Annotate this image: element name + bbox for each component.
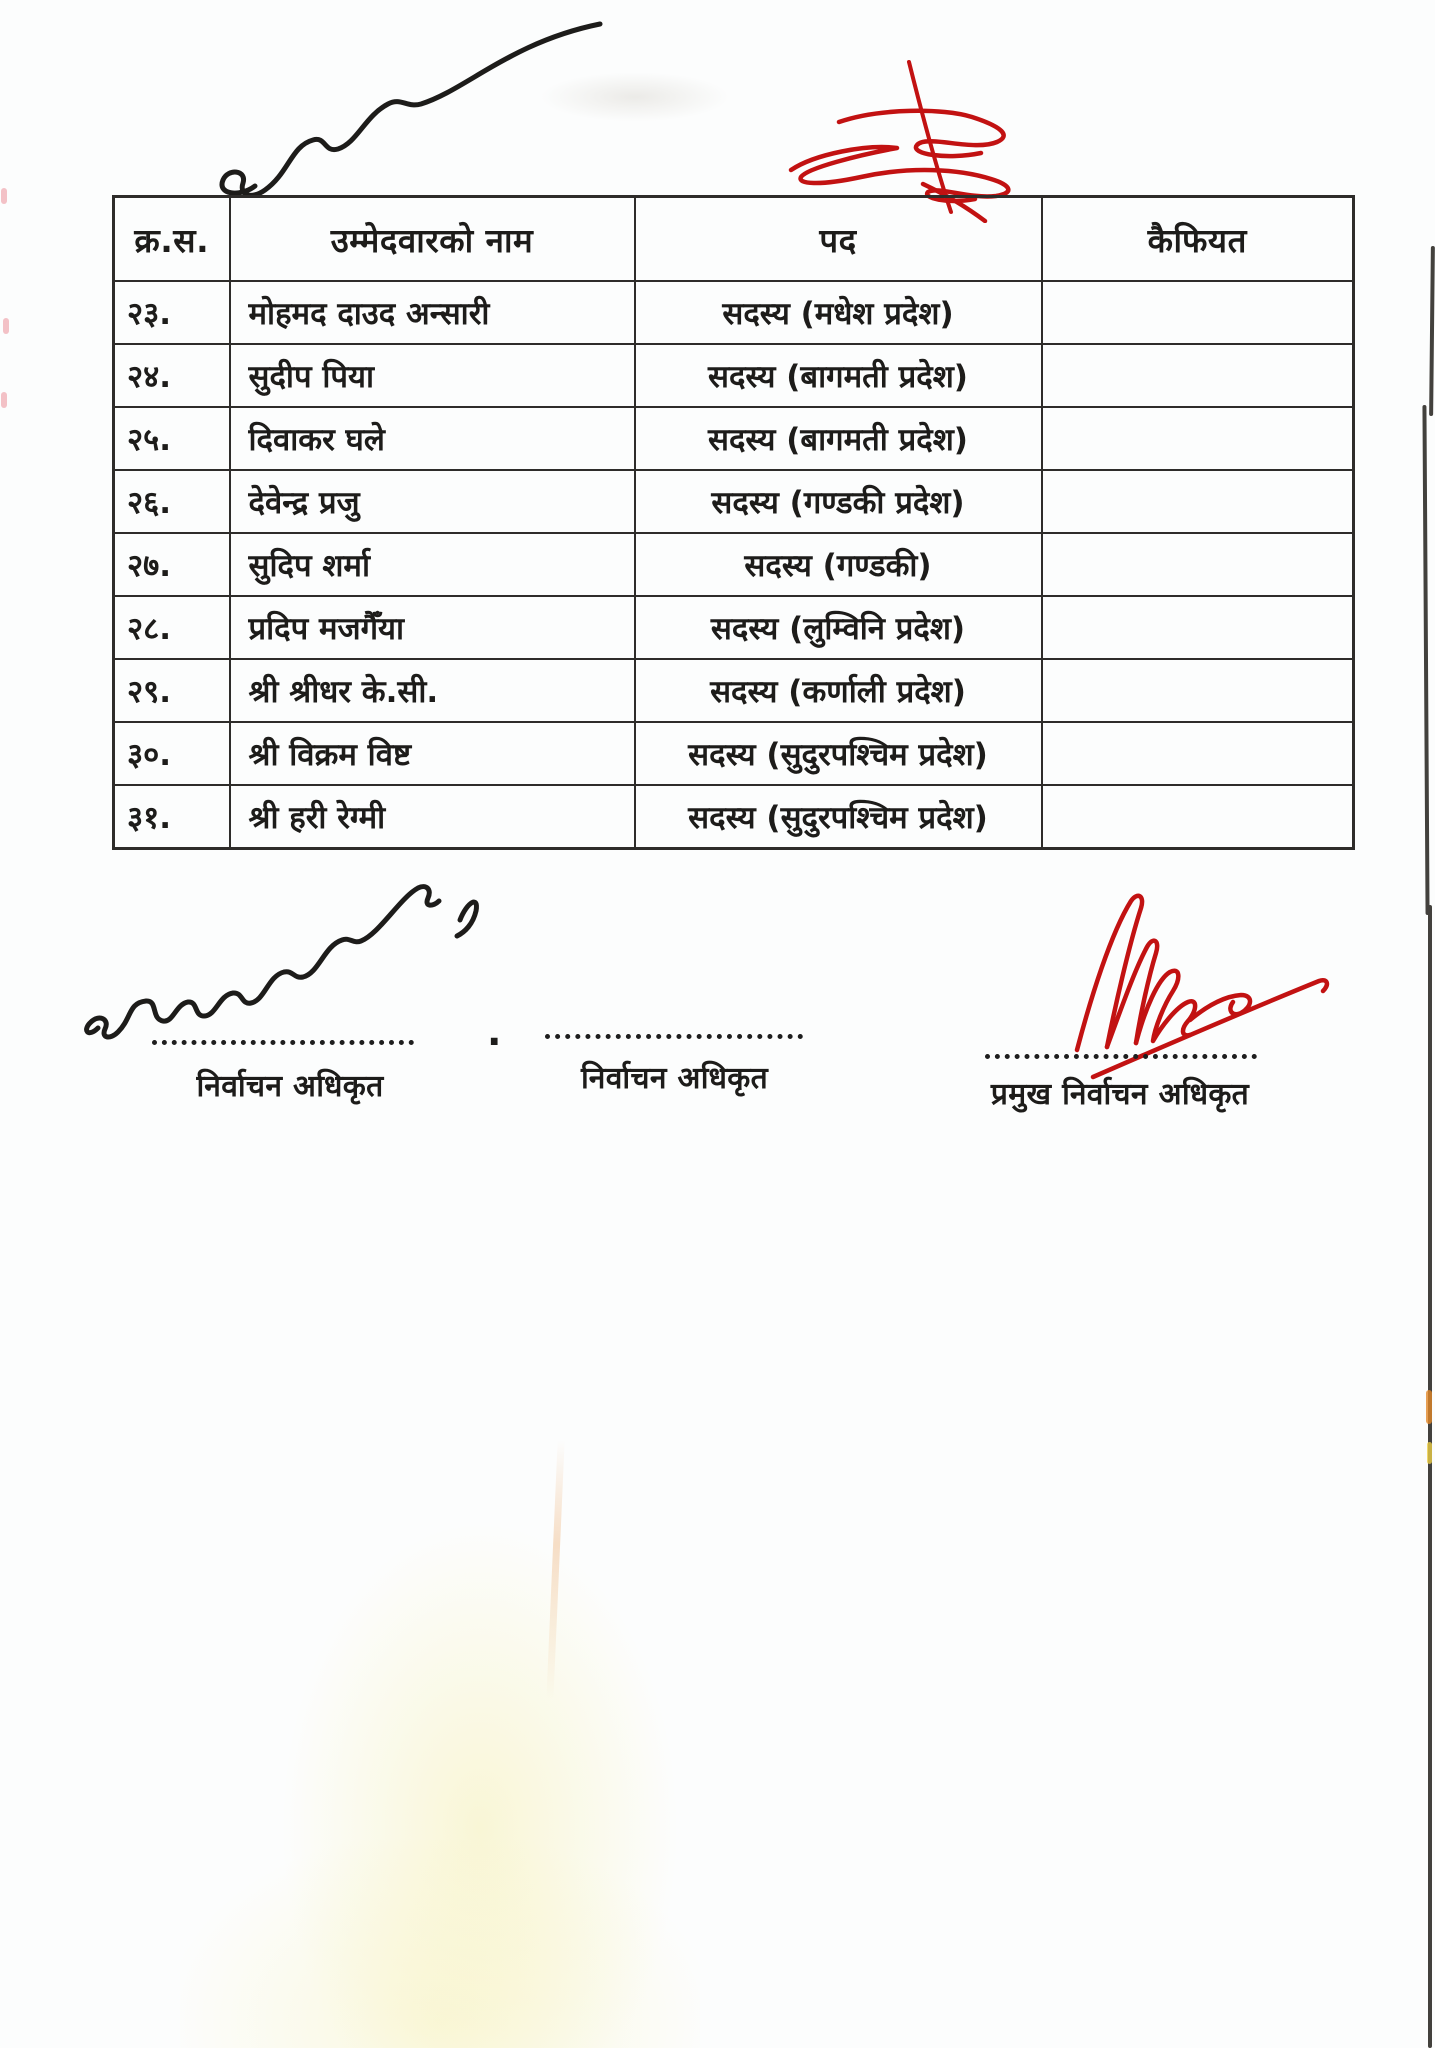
yellow-stain [280, 1520, 680, 2048]
table-row [114, 596, 1354, 659]
signature-bottom-red [1035, 885, 1335, 1090]
cell-serial: २९. [114, 659, 230, 722]
cell-name: प्रदिप मजगैँया [230, 596, 635, 659]
signature-line-left [152, 1040, 414, 1045]
signature-line-middle [545, 1034, 803, 1039]
election-officer-label-middle: निर्वाचन अधिकृत [581, 1061, 768, 1096]
cell-serial: २३. [114, 281, 230, 344]
cell-name: श्री श्रीधर के.सी. [230, 659, 635, 722]
cell-serial: २४. [114, 344, 230, 407]
cell-serial: ३०. [114, 722, 230, 785]
cell-name: श्री विक्रम विष्ट [230, 722, 635, 785]
cell-name: श्री हरी रेग्मी [230, 785, 635, 849]
cell-serial: २५. [114, 407, 230, 470]
page-edge-shadow [1422, 405, 1429, 915]
cell-serial: २७. [114, 533, 230, 596]
col-header-candidate-name: उम्मेदवारको नाम [230, 197, 635, 282]
cell-name: सुदिप शर्मा [230, 533, 635, 596]
cell-position: सदस्य (सुदुरपश्चिम प्रदेश) [635, 785, 1042, 849]
yellow-stain [180, 1840, 700, 2048]
header-row [114, 197, 1354, 282]
scan-smudge [540, 72, 730, 122]
cell-remarks [1042, 407, 1354, 470]
candidate-table [112, 195, 1355, 850]
col-header-remarks: कैफियत [1042, 197, 1354, 282]
col-header-serial: क्र.स. [114, 197, 230, 282]
cell-remarks [1042, 722, 1354, 785]
cell-name: मोहमद दाउद अन्सारी [230, 281, 635, 344]
cell-remarks [1042, 344, 1354, 407]
cell-remarks [1042, 533, 1354, 596]
page-edge-shadow [1428, 905, 1432, 2048]
table-row [114, 407, 1354, 470]
cell-position: सदस्य (लुम्विनि प्रदेश) [635, 596, 1042, 659]
table-row [114, 722, 1354, 785]
election-officer-label-left: निर्वाचन अधिकृत [196, 1069, 384, 1104]
page-edge-shadow [1429, 246, 1435, 416]
table-row [114, 281, 1354, 344]
cell-position: सदस्य (मधेश प्रदेश) [635, 281, 1042, 344]
chief-election-officer-label: प्रमुख निर्वाचन अधिकृत [990, 1077, 1250, 1112]
signature-top-black [195, 8, 605, 198]
cell-position: सदस्य (बागमती प्रदेश) [635, 344, 1042, 407]
cell-position: सदस्य (सुदुरपश्चिम प्रदेश) [635, 722, 1042, 785]
cell-position: सदस्य (कर्णाली प्रदेश) [635, 659, 1042, 722]
cell-position: सदस्य (गण्डकी) [635, 533, 1042, 596]
cell-name: दिवाकर घले [230, 407, 635, 470]
signature-separator-dot: . [487, 1010, 502, 1054]
cell-name: सुदीप पिया [230, 344, 635, 407]
cell-serial: २६. [114, 470, 230, 533]
edge-speck [1, 188, 7, 204]
cell-serial: २८. [114, 596, 230, 659]
table-row [114, 659, 1354, 722]
table-row [114, 344, 1354, 407]
cell-position: सदस्य (गण्डकी प्रदेश) [635, 470, 1042, 533]
cell-remarks [1042, 785, 1354, 849]
edge-speck [1426, 1390, 1432, 1424]
cell-serial: ३१. [114, 785, 230, 849]
table-row [114, 470, 1354, 533]
cell-position: सदस्य (बागमती प्रदेश) [635, 407, 1042, 470]
cell-remarks [1042, 281, 1354, 344]
signature-bottom-black [78, 868, 508, 1058]
cell-remarks [1042, 596, 1354, 659]
table-row [114, 533, 1354, 596]
signature-line-right [985, 1054, 1257, 1059]
cell-name: देवेन्द्र प्रजु [230, 470, 635, 533]
edge-speck [3, 318, 9, 334]
candidate-table-wrap [112, 195, 1355, 850]
orange-streak-stain [546, 1440, 564, 1700]
cell-remarks [1042, 470, 1354, 533]
edge-speck [1427, 1442, 1432, 1464]
edge-speck [1, 392, 7, 408]
table-row [114, 785, 1354, 849]
col-header-position: पद [635, 197, 1042, 282]
cell-remarks [1042, 659, 1354, 722]
